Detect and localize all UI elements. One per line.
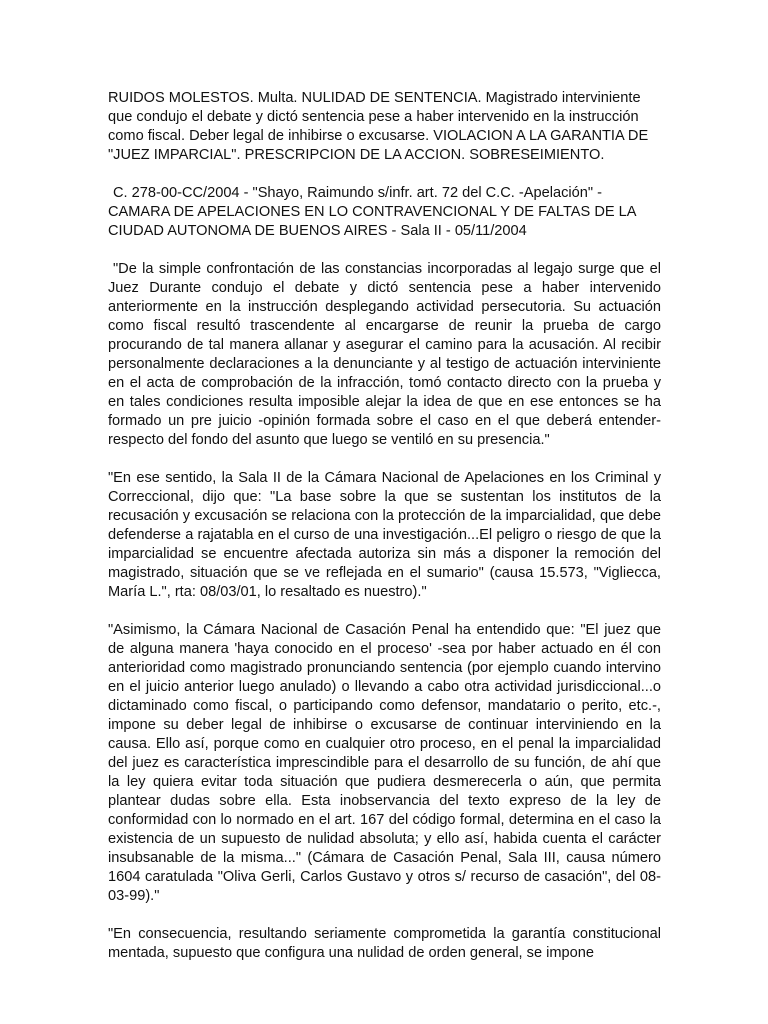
paragraph-2: "En ese sentido, la Sala II de la Cámara Nacional de Apelaciones en los Criminal y Correccional, dijo que: "La base sobre la que se sustentan los institutos de la recusación y excusación se relaciona con la protección de la imparcialidad, que debe defenderse a rajatabla en el curso de una investigación...El peligro o riesgo de que la imparcialidad se encuentre afectada autoriza sin más a disponer la remoción del magistrado, situación que se ve reflejada en el sumario" (causa 15.573, "Vigliecca, María L.", rta: 08/03/01, lo resaltado es nuestro)." [108,470,661,600]
paragraph-3: "Asimismo, la Cámara Nacional de Casación Penal ha entendido que: "El juez que de alguna manera 'haya conocido en el proceso' -sea por haber actuado en él con anterioridad como magistrado pronunciando sentencia (por ejemplo cuando intervino en el juicio anterior luego anulado) o llevando a cabo otra actividad jurisdiccional...o dictaminado como fiscal, o participando como defensor, mandatario o perito, etc.-, impone su deber legal de inhibirse o excusarse de continuar interviniendo en la causa. Ello así, porque como en cualquier otro proceso, en el penal la imparcialidad del juez es característica imprescindible para el desarrollo de su función, de ahí que la ley quiera evitar toda situación que pudiera desmerecerla o aún, que permita plantear dudas sobre ella. Esta inobservancia del texto expreso de la ley de conformidad con lo normado en el art. 167 del código formal, determina en el caso la existencia de un supuesto de nulidad absoluta; y ello así, habida cuenta el carácter insubsanable de la misma..." (Cámara de Casación Penal, Sala III, causa número 1604 caratulada "Oliva Gerli, Carlos Gustavo y otros s/ recurso de casación", del 08-03-99)." [108,622,661,904]
case-summary: RUIDOS MOLESTOS. Multa. NULIDAD DE SENTENCIA. Magistrado interviniente que condujo el debate y dictó sentencia pese a haber intervenido en la instrucción como fiscal. Deber legal de inhibirse o excusarse. VIOLACION A LA GARANTIA DE "JUEZ IMPARCIAL". PRESCRIPCION DE LA ACCION. SOBRESEIMIENTO. [108,90,649,163]
paragraph-1: "De la simple confrontación de las constancias incorporadas al legajo surge que el Juez Durante condujo el debate y dictó sentencia pese a haber intervenido anteriormente en la instrucción desplegando actividad persecutoria. Su actuación como fiscal resultó trascendente al encargarse de reunir la prueba de cargo procurando de tal manera allanar y asegurar el camino para la acusación. Al recibir personalmente declaraciones a la denunciante y al testigo de actuación interviniente en el acta de comprobación de la infracción, tomó contacto directo con la prueba y en tales condiciones resulta imposible alejar la idea de que en ese entonces se ha formado un pre juicio -opinión formada sobre el caso en el que deberá entender- respecto del fondo del asunto que luego se ventiló en su presencia." [108,261,661,448]
document-page [108,89,661,982]
case-citation: C. 278-00-CC/2004 - "Shayo, Raimundo s/infr. art. 72 del C.C. -Apelación" - CAMARA DE APELACIONES EN LO CONTRAVENCIONAL Y DE FALTAS DE LA CIUDAD AUTONOMA DE BUENOS AIRES - Sala II - 05/11/2004 [108,185,636,239]
paragraph-4: "En consecuencia, resultando seriamente comprometida la garantía constitucional mentada, supuesto que configura una nulidad de orden general, se impone [108,926,661,961]
